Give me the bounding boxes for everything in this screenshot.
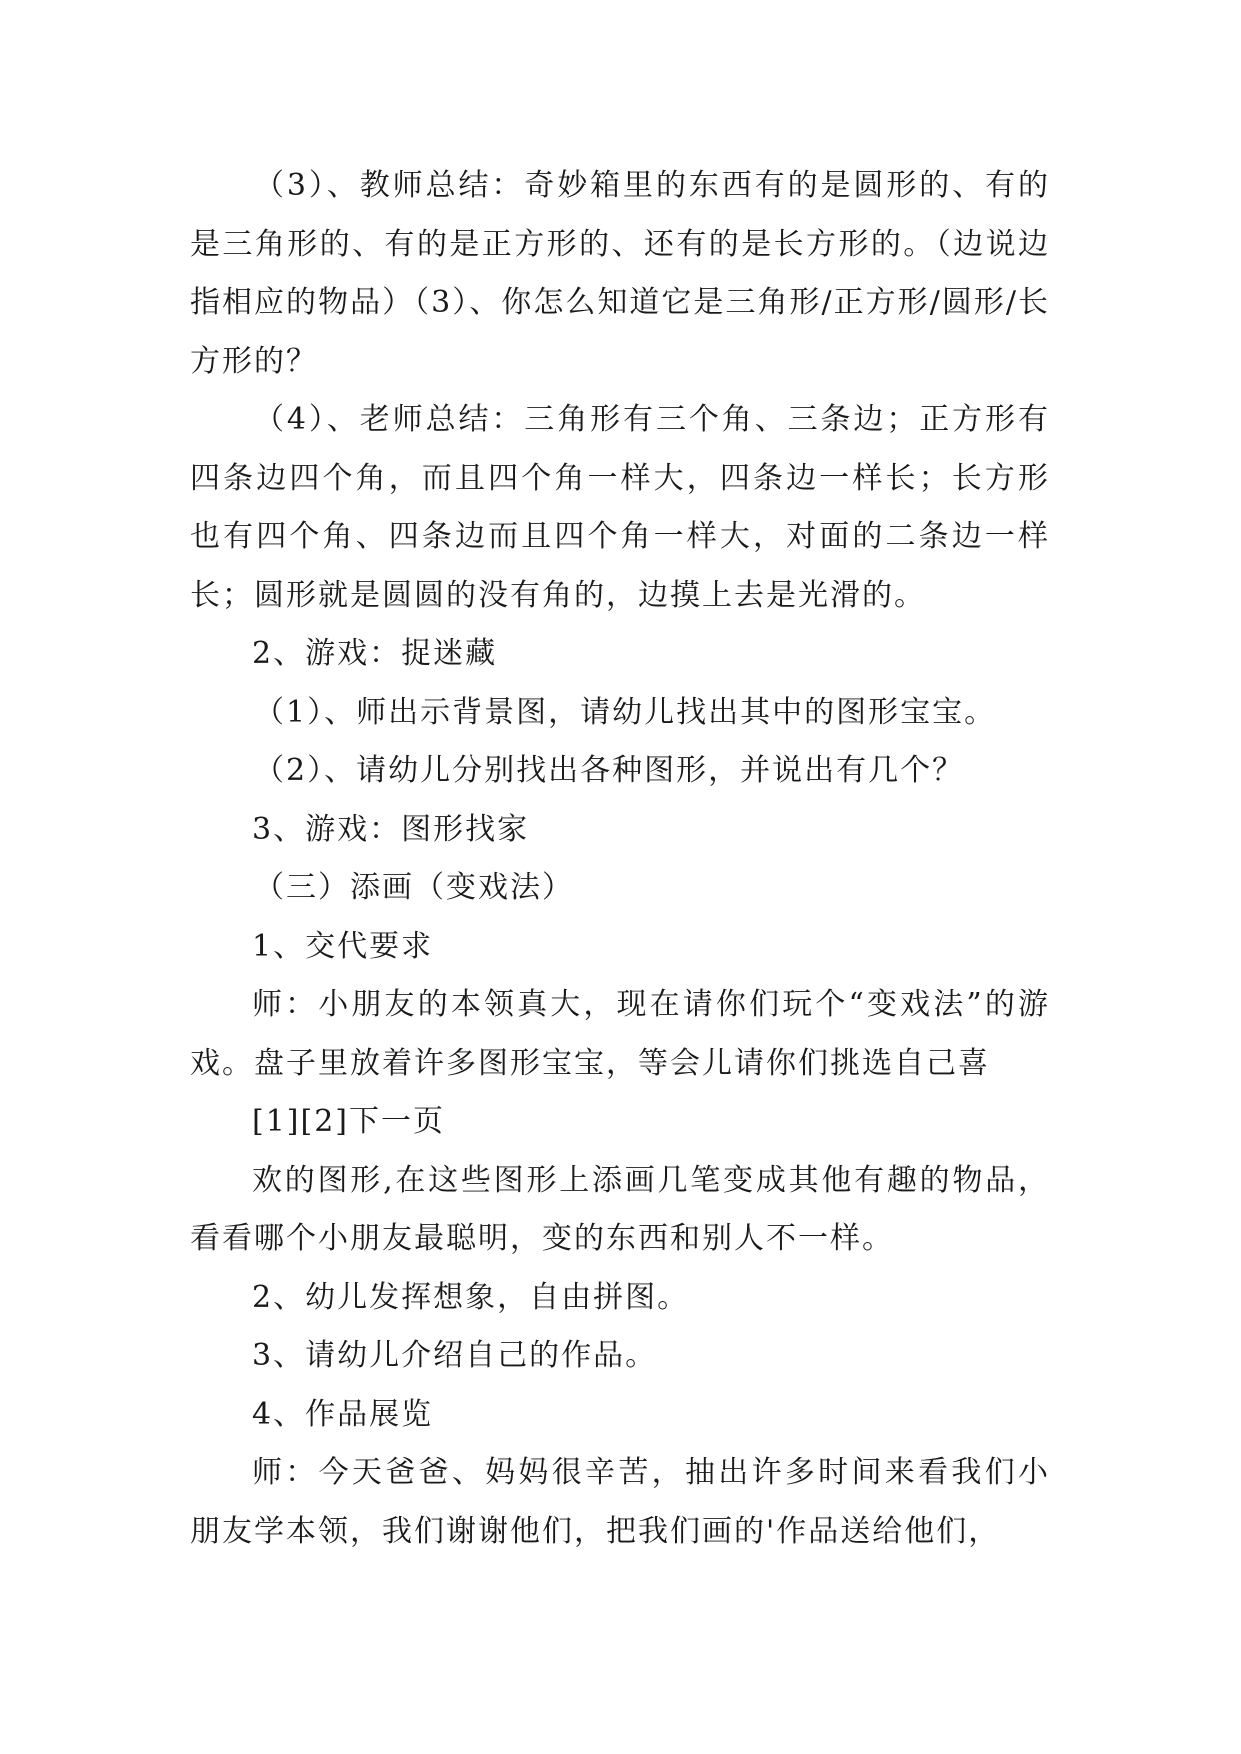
section-heading-drawing: （三）添画（变戏法） xyxy=(254,870,574,905)
paragraph-game-shape-home: 3、游戏：图形找家 xyxy=(252,811,530,847)
paragraph-introduce-work: 3、请幼儿介绍自己的作品。 xyxy=(252,1338,658,1373)
paragraph-show-background: （1）、师出示背景图，请幼儿找出其中的图形宝宝。 xyxy=(254,694,997,730)
paragraph-teacher-magic-game: 师：小朋友的本领真大，现在请你们玩个“变戏法”的游戏。盘子里放着许多图形宝宝，等会儿请你们挑选自己喜 xyxy=(190,987,1050,1081)
paragraph-thank-parents: 师：今天爸爸、妈妈很辛苦，抽出许多时间来看我们小朋友学本领，我们谢谢他们，把我们画的'作品送给他们， xyxy=(190,1455,1050,1549)
paragraph-free-puzzle: 2、幼儿发挥想象，自由拼图。 xyxy=(252,1279,690,1315)
document-body xyxy=(190,157,1050,1561)
paragraph-choose-shapes: 欢的图形,在这些图形上添画几笔变成其他有趣的物品，看看哪个小朋友最聪明，变的东西和别人不一样。 xyxy=(190,1162,1050,1256)
paragraph-requirements: 1、交代要求 xyxy=(252,928,434,964)
paragraph-teacher-summary-shapes: （3）、教师总结：奇妙箱里的东西有的是圆形的、有的是三角形的、有的是正方形的、还有的是长方形的。（边说边指相应的物品）（3）、你怎么知道它是三角形/正方形/圆形/长方形的？ xyxy=(190,168,1050,379)
paragraph-game-hide-and-seek: 2、游戏：捉迷藏 xyxy=(252,636,498,671)
paragraph-exhibition: 4、作品展览 xyxy=(252,1396,434,1432)
paragraph-teacher-summary-properties: （4）、老师总结：三角形有三个角、三条边；正方形有四条边四个角，而且四个角一样大，四条边一样长；长方形也有四个角、四条边而且四个角一样大，对面的二条边一样长；圆形就是圆圆的没有角的，边摸上去是光滑的。 xyxy=(190,402,1050,613)
paragraph-find-shapes: （2）、请幼儿分别找出各种图形，并说出有几个？ xyxy=(254,753,965,788)
pagination-links[interactable]: [1][2]下一页 xyxy=(252,1104,445,1139)
